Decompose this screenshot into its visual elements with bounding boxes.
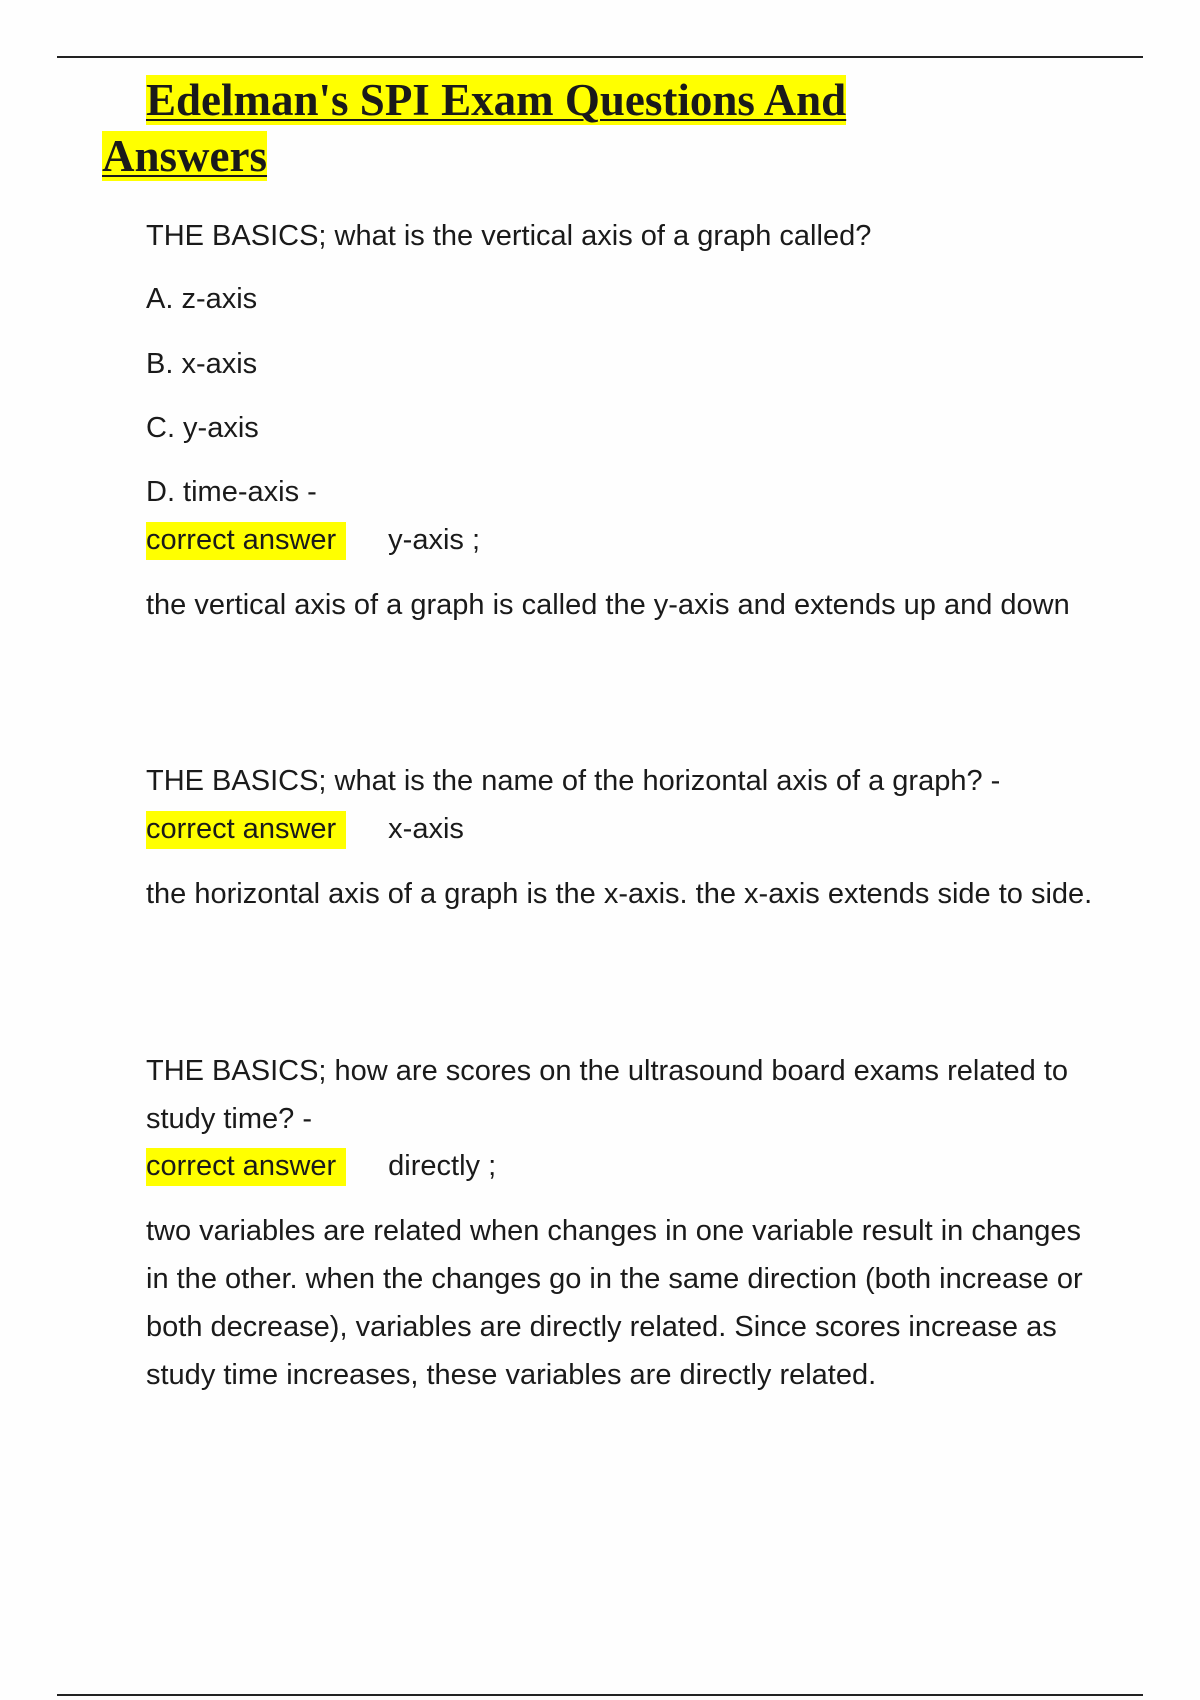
q2-answer: x-axis xyxy=(388,813,464,845)
q1-explanation: the vertical axis of a graph is called the y-axis and extends up and down xyxy=(146,589,1070,621)
q1-answer: y-axis ; xyxy=(388,524,481,556)
correct-answer-label: correct answer xyxy=(146,522,346,560)
top-rule xyxy=(57,56,1143,58)
q1-option-b: B. x-axis xyxy=(146,348,258,380)
q3-answer: directly ; xyxy=(388,1150,497,1182)
q1-answer-line xyxy=(146,516,480,564)
q3-answer-line xyxy=(146,1142,496,1190)
title-line-2: Answers xyxy=(102,131,267,181)
question-1: THE BASICS; what is the vertical axis of a graph called? xyxy=(146,220,872,252)
q3-explanation: two variables are related when changes in one variable result in changes in the other. when the changes go in the same direction (both increase or both decrease), variables are directly related. Since scores increase as study time increases, these variables are directly related. xyxy=(146,1215,1083,1391)
q2-explanation: the horizontal axis of a graph is the x-axis. the x-axis extends side to side. xyxy=(146,878,1093,910)
title-line-1: Edelman's SPI Exam Questions And xyxy=(146,75,847,125)
document-title xyxy=(102,72,1106,184)
q1-option-c: C. y-axis xyxy=(146,412,259,444)
correct-answer-label: correct answer xyxy=(146,1148,346,1186)
q1-option-d: D. time-axis - xyxy=(146,476,317,508)
correct-answer-label: correct answer xyxy=(146,811,346,849)
q2-answer-line xyxy=(146,805,464,853)
q1-option-a: A. z-axis xyxy=(146,283,258,315)
question-3: THE BASICS; how are scores on the ultrasound board exams related to study time? - xyxy=(146,1055,1069,1135)
bottom-rule xyxy=(57,1694,1143,1696)
question-2: THE BASICS; what is the name of the horizontal axis of a graph? - xyxy=(146,765,1001,797)
